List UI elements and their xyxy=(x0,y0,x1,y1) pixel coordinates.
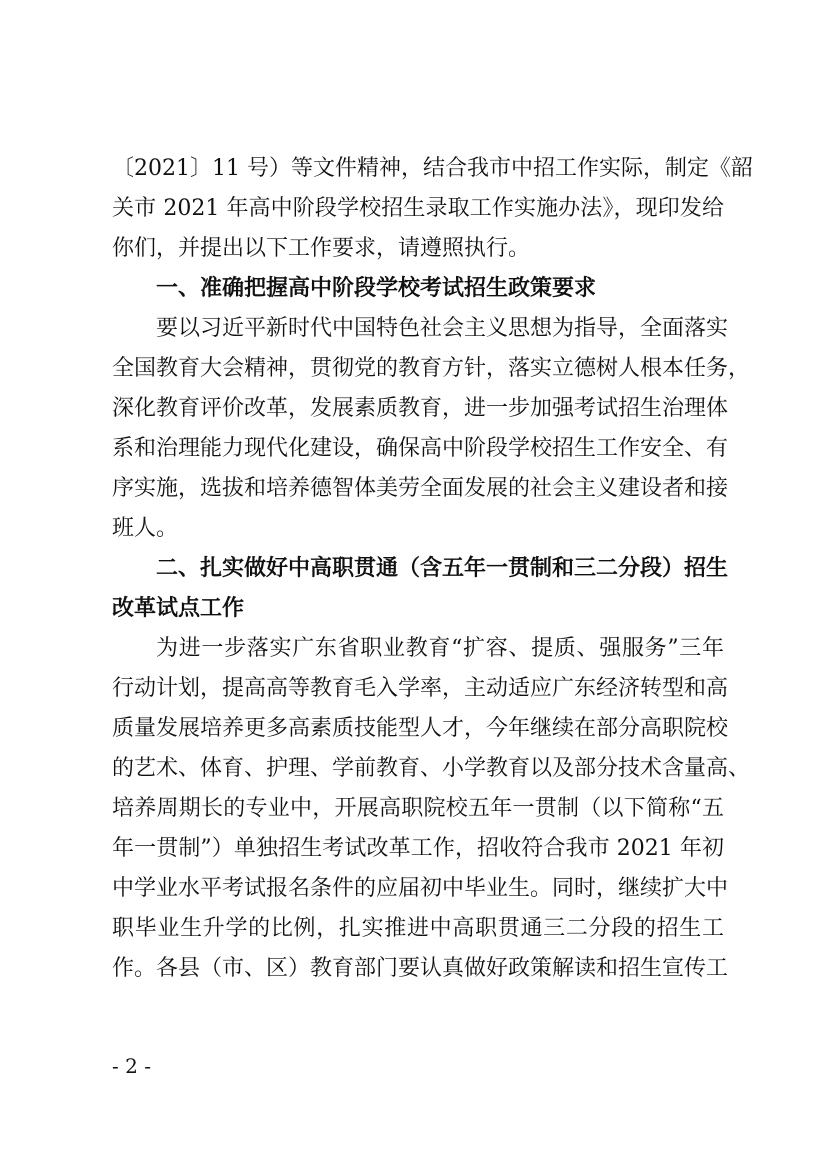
opening-line-1: 〔2021〕11 号）等文件精神，结合我市中招工作实际，制定《韶 xyxy=(112,156,753,181)
section-2-line-5: 培养周期长的专业中，开展高职院校五年一贯制（以下简称“五 xyxy=(112,796,724,821)
section-1-heading: 一、准确把握高中阶段学校考试招生政策要求 xyxy=(156,276,597,301)
section-2-heading-line-2: 改革试点工作 xyxy=(112,596,245,621)
section-2-line-3: 质量发展培养更多高素质技能型人才，今年继续在部分高职院校 xyxy=(112,716,729,741)
section-2-line-7: 中学业水平考试报名条件的应届初中毕业生。同时，继续扩大中 xyxy=(112,876,729,901)
section-1-line-5: 序实施，选拔和培养德智体美劳全面发展的社会主义建设者和接 xyxy=(112,476,729,501)
section-1-line-6: 班人。 xyxy=(112,516,179,541)
section-1-line-2: 全国教育大会精神，贯彻党的教育方针，落实立德树人根本任务， xyxy=(112,356,751,381)
section-2-line-8: 职毕业生升学的比例，扎实推进中高职贯通三二分段的招生工 xyxy=(112,916,724,941)
section-1-line-1: 要以习近平新时代中国特色社会主义思想为指导，全面落实 xyxy=(156,316,729,341)
section-2-line-1: 为进一步落实广东省职业教育“扩容、提质、强服务”三年 xyxy=(156,636,724,661)
section-2-line-4: 的艺术、体育、护理、学前教育、小学教育以及部分技术含量高、 xyxy=(112,756,751,781)
opening-line-2: 关市 2021 年高中阶段学校招生录取工作实施办法》，现印发给 xyxy=(112,196,724,221)
section-1-line-4: 系和治理能力现代化建设，确保高中阶段学校招生工作安全、有 xyxy=(112,436,729,461)
section-2-line-2: 行动计划，提高高等教育毛入学率，主动适应广东经济转型和高 xyxy=(112,676,729,701)
opening-line-3: 你们，并提出以下工作要求，请遵照执行。 xyxy=(112,236,531,261)
section-1-line-3: 深化教育评价改革，发展素质教育，进一步加强考试招生治理体 xyxy=(112,396,729,421)
page-number: - 2 - xyxy=(112,1054,151,1078)
section-2-line-6: 年一贯制”）单独招生考试改革工作，招收符合我市 2021 年初 xyxy=(112,836,724,861)
section-2-heading-line-1: 二、扎实做好中高职贯通（含五年一贯制和三二分段）招生 xyxy=(156,556,729,581)
section-2-line-9: 作。各县（市、区）教育部门要认真做好政策解读和招生宣传工 xyxy=(112,956,729,981)
document-body xyxy=(112,149,753,989)
